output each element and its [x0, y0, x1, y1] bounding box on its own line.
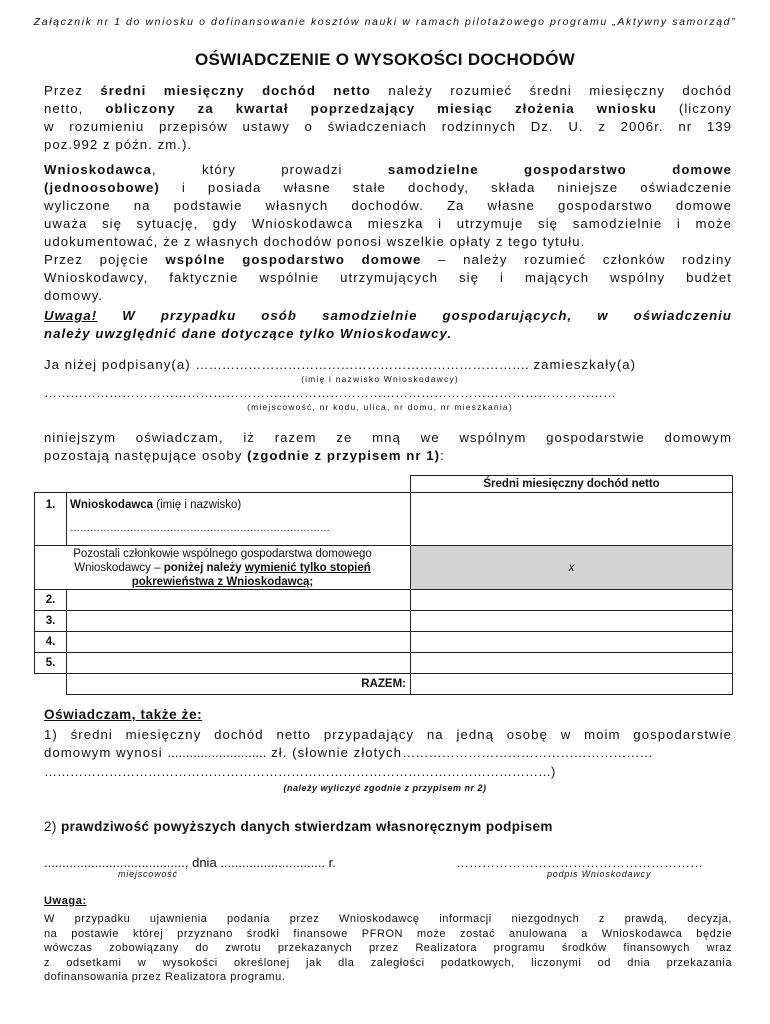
income-column-header: Średni miesięczny dochód netto [411, 476, 733, 493]
row-number-3: 3. [35, 611, 67, 632]
per-person-income-statement: 1) średni miesięczny dochód netto przypadający na jedną osobę w moim gospodarstwie domowym wynosi ........................... zł. (słownie złotych………………………………………………… [44, 727, 732, 760]
income-table [34, 475, 733, 695]
total-label: RAZEM: [67, 674, 411, 695]
member-5-cell[interactable] [67, 653, 411, 674]
applicant-name-cell: Wnioskodawca (imię i nazwisko) …………………………………………………………………… [67, 493, 411, 546]
row-number-5: 5. [35, 653, 67, 674]
member-3-cell[interactable] [67, 611, 411, 632]
address-hint: (miejscowość, nr kodu, ulica, nr domu, nr mieszkania) [247, 402, 513, 412]
also-declare-heading: Oświadczam, także że: [44, 707, 203, 722]
applicant-income-cell[interactable] [411, 493, 733, 546]
row-number-2: 2. [35, 590, 67, 611]
member-5-income-cell[interactable] [411, 653, 733, 674]
row-number-1: 1. [35, 493, 67, 546]
signature-label: podpis Wnioskodawcy [547, 869, 652, 879]
document-title: OŚWIADCZENIE O WYSOKOŚCI DOCHODÓW [194, 50, 576, 69]
place-label: miejscowość [118, 869, 178, 879]
household-definition-paragraph: Wnioskodawca, który prowadzi samodzielne gospodarstwo domowe (jednoosobowe) i posiada własne stałe dochody, składa niniejsze oświadczenie wyliczone na podstawie własnych dochodów. Za własne gospodarstwo domowe uważa się sytuację, gdy Wnioskodawca mieszka i utrzymuje się samodzielnie i może udokumentować, że z własnych dochodów ponosi wszelkie opłaty z tego tytułu. Przez pojęcie wspólne gospodarstwo domowe – należy rozumieć członków rodziny Wnioskodawcy, faktycznie wspólnie utrzymujących się i mających wspólny budżet domowy. [44, 162, 733, 303]
footnote-reference: (należy wyliczyć zgodnie z przypisem nr 2) [283, 783, 487, 793]
member-4-cell[interactable] [67, 632, 411, 653]
member-3-income-cell[interactable] [411, 611, 733, 632]
row-number-4: 4. [35, 632, 67, 653]
applicant-name-line: Ja niżej podpisany(a) …………………………………………………………………. zamieszkały(a) [44, 357, 637, 372]
household-declaration: niniejszym oświadczam, iż razem ze mną we wspólnym gospodarstwie domowym pozostają następujące osoby (zgodnie z przypisem nr 1): [44, 430, 732, 463]
place-date-line: ......................................., dnia ............................. r. [44, 855, 336, 870]
notice-paragraph: W przypadku ujawnienia podania przez Wnioskodawcę informacji niezgodnych z prawdą, decyzja, na postawie której przyznano środki finansowe PFRON może zostać anulowana a Wnioskodawca będzie wówczas zobowiązany do zwrotu przekazanych przez Realizatora programu środków finansowych wraz z odsetkami w wysokości określonej jak dla zaległości podatkowych, liczonymi od dnia przekazania dofinansowania przez Realizatora programu. [44, 913, 732, 983]
signature-dots: ………………………………………………… [456, 855, 703, 870]
member-4-income-cell[interactable] [411, 632, 733, 653]
member-2-cell[interactable] [67, 590, 411, 611]
attachment-header: Załącznik nr 1 do wniosku o dofinansowanie kosztów nauki w ramach pilotażowego programu „Aktywny samorząd” [33, 16, 737, 28]
address-dots-line: …………………………………………………………………………………………………………………… [44, 385, 616, 400]
other-members-x-cell: x [411, 546, 733, 590]
total-income-cell[interactable] [411, 674, 733, 695]
other-members-cell: Pozostali członkowie wspólnego gospodarstwa domowego Wnioskodawcy – poniżej należy wymienić tylko stopień pokrewieństwa z Wnioskodawcą; [35, 546, 411, 590]
amount-words-line: ………………………………………………………………………………………………………) [44, 764, 556, 779]
signature-statement: 2) prawdziwość powyższych danych stwierdzam własnoręcznym podpisem [44, 819, 553, 834]
warning-paragraph: Uwaga! W przypadku osób samodzielnie gospodarujących, w oświadczeniu należy uwzględnić dane dotyczące tylko Wnioskodawcy. [44, 308, 732, 341]
member-2-income-cell[interactable] [411, 590, 733, 611]
name-hint: (imię i nazwisko Wnioskodawcy) [301, 374, 459, 384]
income-definition-paragraph: Przez średni miesięczny dochód netto należy rozumieć średni miesięczny dochód netto, obliczony za kwartał poprzedzający miesiąc złożenia wniosku (liczony w rozumieniu przepisów ustawy o świadczeniach rodzinnych Dz. U. z 2006r. nr 139 poz.992 z późn. zm.). [44, 83, 732, 152]
notice-title: Uwaga: [44, 895, 87, 907]
